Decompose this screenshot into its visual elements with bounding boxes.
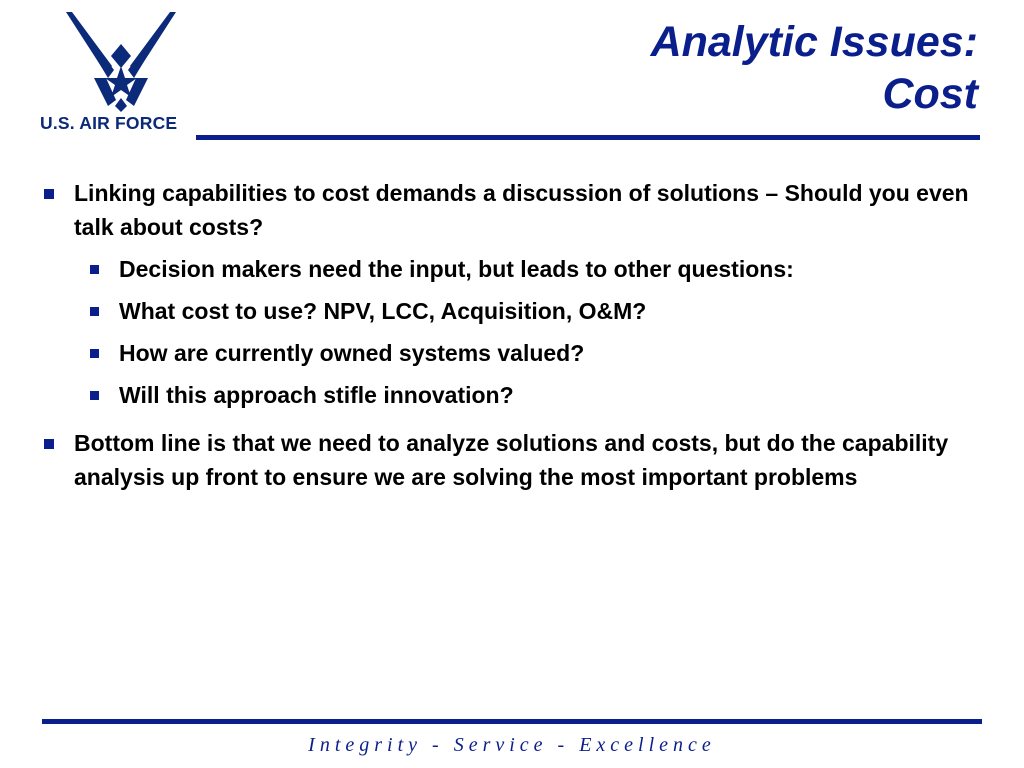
square-bullet-icon (44, 189, 54, 199)
sub-bullet-item (42, 294, 972, 328)
square-bullet-icon (44, 439, 54, 449)
air-force-wings-icon (36, 8, 206, 113)
square-bullet-icon (90, 391, 99, 400)
sub-bullet-list (42, 252, 972, 412)
footer-motto: Integrity - Service - Excellence (308, 734, 716, 756)
bullet-text: Linking capabilities to cost demands a discussion of solutions – Should you even talk about costs? (74, 180, 969, 240)
slide-title (651, 16, 978, 120)
bullet-text: Bottom line is that we need to analyze solutions and costs, but do the capability analysis up front to ensure we are solving the most important problems (74, 430, 949, 490)
slide-body (42, 176, 972, 500)
sub-bullet-text: Decision makers need the input, but leads to other questions: (119, 256, 794, 282)
slide-title-line-1: Analytic Issues: (650, 18, 978, 66)
bullet-item (42, 176, 972, 244)
sub-bullet-item (42, 378, 972, 412)
square-bullet-icon (90, 265, 99, 274)
sub-bullet-text: How are currently owned systems valued? (119, 340, 585, 366)
footer-divider (42, 719, 982, 724)
title-divider (196, 135, 980, 140)
logo-wordmark: U.S. AIR FORCE (40, 113, 178, 133)
sub-bullet-text: Will this approach stifle innovation? (119, 382, 514, 408)
slide-title-line-2: Cost (882, 70, 978, 118)
square-bullet-icon (90, 349, 99, 358)
sub-bullet-item (42, 336, 972, 370)
sub-bullet-item (42, 252, 972, 286)
square-bullet-icon (90, 307, 99, 316)
sub-bullet-text: What cost to use? NPV, LCC, Acquisition, O&M? (119, 298, 647, 324)
bullet-item (42, 426, 972, 494)
